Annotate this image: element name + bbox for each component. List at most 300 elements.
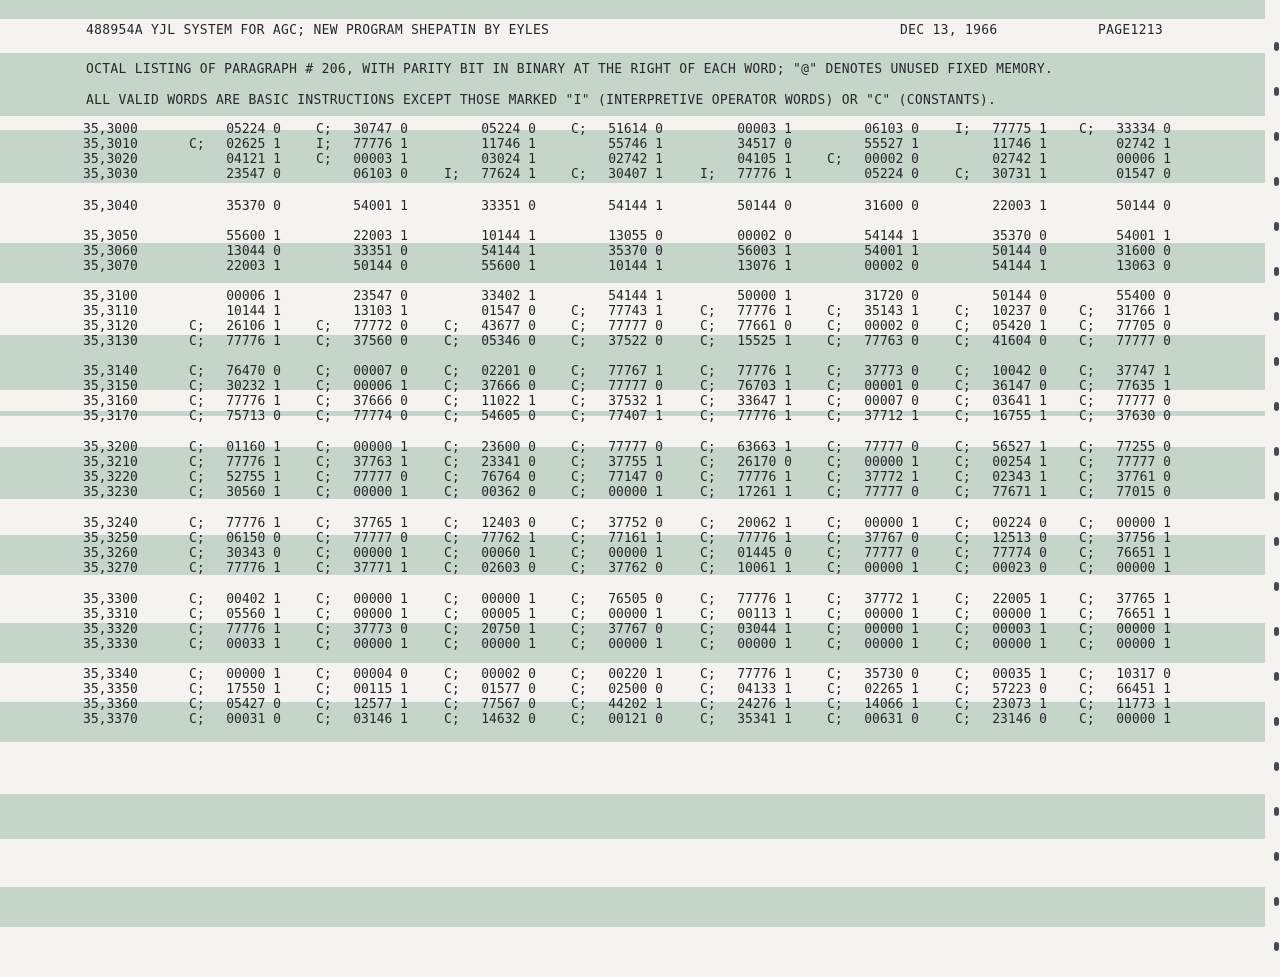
octal-word: 00000 1 <box>992 607 1047 622</box>
octal-word: 16755 1 <box>992 409 1047 424</box>
word-marker: C; <box>1079 409 1095 424</box>
octal-word: 00224 0 <box>992 516 1047 531</box>
feed-hole <box>1274 627 1279 636</box>
octal-word: 06150 0 <box>226 531 281 546</box>
octal-word: 37771 1 <box>353 561 408 576</box>
word-marker: C; <box>571 667 587 682</box>
octal-word: 54001 1 <box>864 244 919 259</box>
listing-address: 35,3340 <box>83 667 138 682</box>
listing-address: 35,3360 <box>83 697 138 712</box>
word-marker: C; <box>316 607 332 622</box>
octal-word: 37772 1 <box>864 470 919 485</box>
octal-word: 13055 0 <box>608 229 663 244</box>
octal-word: 77777 0 <box>864 440 919 455</box>
word-marker: C; <box>1079 304 1095 319</box>
listing-address: 35,3020 <box>83 152 138 167</box>
word-marker: C; <box>1079 697 1095 712</box>
octal-word: 77777 0 <box>1116 394 1171 409</box>
octal-word: 66451 1 <box>1116 682 1171 697</box>
word-marker: C; <box>827 592 843 607</box>
octal-word: 77772 0 <box>353 319 408 334</box>
octal-word: 02500 0 <box>608 682 663 697</box>
feed-hole <box>1274 762 1279 771</box>
word-marker: C; <box>316 379 332 394</box>
word-marker: C; <box>316 152 332 167</box>
word-marker: C; <box>189 409 205 424</box>
word-marker: C; <box>316 682 332 697</box>
octal-word: 22003 1 <box>226 259 281 274</box>
octal-word: 00000 1 <box>864 622 919 637</box>
octal-word: 00000 1 <box>864 637 919 652</box>
feed-hole <box>1274 132 1279 141</box>
octal-word: 02625 1 <box>226 137 281 152</box>
feed-hole <box>1274 177 1279 186</box>
word-marker: C; <box>316 455 332 470</box>
word-marker: C; <box>189 516 205 531</box>
octal-word: 00000 1 <box>608 637 663 652</box>
word-marker: C; <box>827 455 843 470</box>
word-marker: C; <box>827 334 843 349</box>
octal-word: 37560 0 <box>353 334 408 349</box>
word-marker: C; <box>1079 592 1095 607</box>
listing-address: 35,3140 <box>83 364 138 379</box>
octal-word: 77776 1 <box>226 516 281 531</box>
word-marker: C; <box>827 364 843 379</box>
octal-word: 30560 1 <box>226 485 281 500</box>
octal-word: 54001 1 <box>353 199 408 214</box>
octal-word: 77775 1 <box>992 122 1047 137</box>
octal-word: 54144 1 <box>992 259 1047 274</box>
word-marker: C; <box>1079 531 1095 546</box>
word-marker: C; <box>700 319 716 334</box>
word-marker: C; <box>827 319 843 334</box>
octal-word: 37761 0 <box>1116 470 1171 485</box>
word-marker: C; <box>316 637 332 652</box>
feed-hole <box>1274 42 1279 51</box>
word-marker: C; <box>1079 379 1095 394</box>
octal-word: 06103 0 <box>353 167 408 182</box>
word-marker: C; <box>316 531 332 546</box>
octal-word: 00000 1 <box>864 516 919 531</box>
word-marker: C; <box>955 697 971 712</box>
octal-word: 00000 1 <box>992 637 1047 652</box>
word-marker: C; <box>1079 455 1095 470</box>
octal-word: 77774 0 <box>992 546 1047 561</box>
word-marker: C; <box>189 455 205 470</box>
octal-word: 23600 0 <box>481 440 536 455</box>
listing-address: 35,3170 <box>83 409 138 424</box>
word-marker: C; <box>955 319 971 334</box>
octal-word: 00220 1 <box>608 667 663 682</box>
octal-word: 00000 1 <box>1116 516 1171 531</box>
word-marker: C; <box>700 546 716 561</box>
word-marker: C; <box>189 697 205 712</box>
word-marker: C; <box>955 455 971 470</box>
octal-word: 10237 0 <box>992 304 1047 319</box>
octal-word: 30343 0 <box>226 546 281 561</box>
octal-word: 54144 1 <box>481 244 536 259</box>
listing-address: 35,3160 <box>83 394 138 409</box>
octal-word: 54605 0 <box>481 409 536 424</box>
word-marker: C; <box>827 667 843 682</box>
word-marker: C; <box>189 682 205 697</box>
word-marker: C; <box>1079 712 1095 727</box>
word-marker: C; <box>827 394 843 409</box>
word-marker: C; <box>316 470 332 485</box>
octal-word: 37773 0 <box>353 622 408 637</box>
word-marker: C; <box>700 455 716 470</box>
octal-word: 00000 1 <box>226 667 281 682</box>
octal-word: 00003 1 <box>992 622 1047 637</box>
octal-word: 33647 1 <box>737 394 792 409</box>
octal-word: 05420 1 <box>992 319 1047 334</box>
octal-word: 77777 0 <box>353 470 408 485</box>
octal-word: 37756 1 <box>1116 531 1171 546</box>
octal-word: 10317 0 <box>1116 667 1171 682</box>
octal-word: 10061 1 <box>737 561 792 576</box>
listing-address: 35,3210 <box>83 455 138 470</box>
octal-word: 00023 0 <box>992 561 1047 576</box>
word-marker: C; <box>700 622 716 637</box>
octal-word: 33402 1 <box>481 289 536 304</box>
octal-word: 00033 1 <box>226 637 281 652</box>
octal-word: 54144 1 <box>608 289 663 304</box>
octal-word: 57223 0 <box>992 682 1047 697</box>
octal-word: 02742 1 <box>608 152 663 167</box>
word-marker: C; <box>316 319 332 334</box>
octal-word: 37765 1 <box>353 516 408 531</box>
octal-word: 50144 0 <box>1116 199 1171 214</box>
word-marker: C; <box>1079 546 1095 561</box>
octal-word: 77255 0 <box>1116 440 1171 455</box>
word-marker: C; <box>700 485 716 500</box>
octal-word: 00000 1 <box>481 592 536 607</box>
octal-word: 37773 0 <box>864 364 919 379</box>
word-marker: C; <box>189 592 205 607</box>
octal-word: 03641 1 <box>992 394 1047 409</box>
octal-word: 00000 1 <box>737 637 792 652</box>
octal-word: 23341 0 <box>481 455 536 470</box>
word-marker: C; <box>316 516 332 531</box>
octal-word: 11773 1 <box>1116 697 1171 712</box>
word-marker: C; <box>1079 637 1095 652</box>
octal-word: 77661 0 <box>737 319 792 334</box>
octal-word: 77776 1 <box>737 592 792 607</box>
word-marker: C; <box>827 546 843 561</box>
octal-word: 77777 0 <box>1116 334 1171 349</box>
feed-hole <box>1274 492 1279 501</box>
green-band <box>0 0 1265 19</box>
word-marker: C; <box>1079 485 1095 500</box>
word-marker: C; <box>189 319 205 334</box>
word-marker: C; <box>571 455 587 470</box>
word-marker: C; <box>444 531 460 546</box>
octal-word: 11022 1 <box>481 394 536 409</box>
octal-word: 00006 1 <box>353 379 408 394</box>
feed-hole <box>1274 447 1279 456</box>
word-marker: C; <box>1079 667 1095 682</box>
word-marker: C; <box>700 561 716 576</box>
octal-word: 77776 1 <box>737 667 792 682</box>
octal-word: 00000 1 <box>608 485 663 500</box>
word-marker: C; <box>955 531 971 546</box>
octal-word: 00002 0 <box>864 152 919 167</box>
octal-word: 10144 1 <box>481 229 536 244</box>
octal-word: 77776 1 <box>353 137 408 152</box>
word-marker: C; <box>827 697 843 712</box>
word-marker: C; <box>571 379 587 394</box>
octal-word: 77776 1 <box>737 470 792 485</box>
octal-word: 00006 1 <box>226 289 281 304</box>
octal-word: 00031 0 <box>226 712 281 727</box>
octal-word: 01577 0 <box>481 682 536 697</box>
octal-word: 00362 0 <box>481 485 536 500</box>
word-marker: C; <box>827 485 843 500</box>
word-marker: C; <box>316 561 332 576</box>
octal-word: 52755 1 <box>226 470 281 485</box>
octal-word: 77762 1 <box>481 531 536 546</box>
word-marker: C; <box>700 607 716 622</box>
octal-word: 37522 0 <box>608 334 663 349</box>
octal-word: 02742 1 <box>992 152 1047 167</box>
word-marker: C; <box>827 152 843 167</box>
octal-word: 00002 0 <box>864 259 919 274</box>
word-marker: C; <box>571 592 587 607</box>
word-marker: C; <box>700 334 716 349</box>
feed-hole <box>1274 582 1279 591</box>
octal-word: 17261 1 <box>737 485 792 500</box>
octal-word: 13076 1 <box>737 259 792 274</box>
word-marker: C; <box>571 637 587 652</box>
octal-word: 04105 1 <box>737 152 792 167</box>
octal-word: 76764 0 <box>481 470 536 485</box>
word-marker: C; <box>189 334 205 349</box>
listing-address: 35,3070 <box>83 259 138 274</box>
octal-word: 12577 1 <box>353 697 408 712</box>
octal-word: 37747 1 <box>1116 364 1171 379</box>
word-marker: C; <box>189 546 205 561</box>
word-marker: C; <box>700 682 716 697</box>
octal-word: 77776 1 <box>226 622 281 637</box>
octal-word: 00000 1 <box>353 440 408 455</box>
octal-word: 55527 1 <box>864 137 919 152</box>
word-marker: C; <box>955 440 971 455</box>
word-marker: I; <box>316 137 332 152</box>
octal-word: 77777 0 <box>608 440 663 455</box>
listing-address: 35,3030 <box>83 167 138 182</box>
listing-address: 35,3200 <box>83 440 138 455</box>
word-marker: C; <box>955 712 971 727</box>
word-marker: C; <box>444 409 460 424</box>
word-marker: C; <box>571 334 587 349</box>
octal-word: 04133 1 <box>737 682 792 697</box>
feed-hole <box>1274 87 1279 96</box>
word-marker: C; <box>1079 394 1095 409</box>
word-marker: C; <box>955 334 971 349</box>
feed-hole <box>1274 672 1279 681</box>
octal-word: 77671 1 <box>992 485 1047 500</box>
feed-hole <box>1274 222 1279 231</box>
octal-word: 56003 1 <box>737 244 792 259</box>
word-marker: C; <box>444 697 460 712</box>
word-marker: C; <box>955 592 971 607</box>
word-marker: C; <box>700 304 716 319</box>
feed-hole <box>1274 267 1279 276</box>
word-marker: C; <box>444 561 460 576</box>
listing-address: 35,3010 <box>83 137 138 152</box>
word-marker: C; <box>955 516 971 531</box>
listing-address: 35,3120 <box>83 319 138 334</box>
octal-word: 00000 1 <box>353 637 408 652</box>
description-line-2: ALL VALID WORDS ARE BASIC INSTRUCTIONS EXCEPT THOSE MARKED "I" (INTERPRETIVE OPERATOR WORDS) OR "C" (CONSTANTS). <box>86 93 997 108</box>
word-marker: C; <box>827 561 843 576</box>
word-marker: C; <box>189 712 205 727</box>
octal-word: 00003 1 <box>737 122 792 137</box>
word-marker: C; <box>700 409 716 424</box>
word-marker: C; <box>700 364 716 379</box>
listing-address: 35,3320 <box>83 622 138 637</box>
octal-word: 63663 1 <box>737 440 792 455</box>
word-marker: C; <box>827 470 843 485</box>
listing-address: 35,3230 <box>83 485 138 500</box>
word-marker: C; <box>444 516 460 531</box>
octal-word: 00115 1 <box>353 682 408 697</box>
octal-word: 23146 0 <box>992 712 1047 727</box>
listing-address: 35,3300 <box>83 592 138 607</box>
octal-word: 23073 1 <box>992 697 1047 712</box>
octal-word: 37755 1 <box>608 455 663 470</box>
octal-word: 20062 1 <box>737 516 792 531</box>
octal-word: 55400 0 <box>1116 289 1171 304</box>
listing-address: 35,3250 <box>83 531 138 546</box>
word-marker: C; <box>700 394 716 409</box>
octal-word: 30747 0 <box>353 122 408 137</box>
word-marker: C; <box>827 409 843 424</box>
word-marker: C; <box>955 622 971 637</box>
word-marker: C; <box>571 546 587 561</box>
word-marker: C; <box>827 622 843 637</box>
listing-address: 35,3000 <box>83 122 138 137</box>
word-marker: C; <box>189 622 205 637</box>
octal-word: 50144 0 <box>737 199 792 214</box>
word-marker: C; <box>316 546 332 561</box>
octal-word: 76703 1 <box>737 379 792 394</box>
octal-word: 77777 0 <box>1116 455 1171 470</box>
octal-word: 37763 1 <box>353 455 408 470</box>
word-marker: C; <box>316 485 332 500</box>
octal-word: 56527 1 <box>992 440 1047 455</box>
octal-word: 77767 1 <box>608 364 663 379</box>
octal-word: 55746 1 <box>608 137 663 152</box>
feed-hole <box>1274 537 1279 546</box>
word-marker: C; <box>444 470 460 485</box>
word-marker: C; <box>955 561 971 576</box>
word-marker: C; <box>571 712 587 727</box>
octal-word: 00000 1 <box>1116 561 1171 576</box>
octal-word: 13063 0 <box>1116 259 1171 274</box>
octal-word: 37762 0 <box>608 561 663 576</box>
word-marker: C; <box>571 394 587 409</box>
word-marker: C; <box>444 592 460 607</box>
octal-word: 77774 0 <box>353 409 408 424</box>
feed-hole <box>1274 357 1279 366</box>
green-band <box>0 887 1265 927</box>
listing-address: 35,3260 <box>83 546 138 561</box>
octal-word: 34517 0 <box>737 137 792 152</box>
word-marker: C; <box>444 607 460 622</box>
octal-word: 30232 1 <box>226 379 281 394</box>
octal-word: 35730 0 <box>864 667 919 682</box>
octal-word: 77776 1 <box>737 364 792 379</box>
word-marker: C; <box>827 379 843 394</box>
word-marker: C; <box>189 470 205 485</box>
word-marker: C; <box>571 682 587 697</box>
octal-word: 77705 0 <box>1116 319 1171 334</box>
octal-word: 33351 0 <box>481 199 536 214</box>
octal-word: 01445 0 <box>737 546 792 561</box>
listing-address: 35,3050 <box>83 229 138 244</box>
octal-word: 26106 1 <box>226 319 281 334</box>
octal-word: 00005 1 <box>481 607 536 622</box>
word-marker: C; <box>1079 516 1095 531</box>
octal-word: 03146 1 <box>353 712 408 727</box>
word-marker: C; <box>316 409 332 424</box>
octal-word: 77624 1 <box>481 167 536 182</box>
octal-word: 00000 1 <box>608 546 663 561</box>
octal-word: 37712 1 <box>864 409 919 424</box>
word-marker: C; <box>444 712 460 727</box>
octal-word: 00402 1 <box>226 592 281 607</box>
word-marker: C; <box>189 379 205 394</box>
octal-word: 77407 1 <box>608 409 663 424</box>
word-marker: C; <box>1079 440 1095 455</box>
octal-word: 00000 1 <box>1116 637 1171 652</box>
octal-word: 00000 1 <box>353 485 408 500</box>
feed-hole <box>1274 852 1279 861</box>
octal-word: 11746 1 <box>992 137 1047 152</box>
word-marker: C; <box>827 304 843 319</box>
listing-address: 35,3350 <box>83 682 138 697</box>
word-marker: C; <box>955 682 971 697</box>
word-marker: C; <box>955 304 971 319</box>
listing-address: 35,3220 <box>83 470 138 485</box>
octal-word: 02742 1 <box>1116 137 1171 152</box>
octal-word: 35370 0 <box>226 199 281 214</box>
octal-word: 77776 1 <box>226 455 281 470</box>
octal-word: 77777 0 <box>353 531 408 546</box>
listing-address: 35,3110 <box>83 304 138 319</box>
listing-address: 35,3150 <box>83 379 138 394</box>
octal-word: 76470 0 <box>226 364 281 379</box>
word-marker: C; <box>571 516 587 531</box>
octal-word: 00000 1 <box>864 455 919 470</box>
octal-word: 23547 0 <box>226 167 281 182</box>
word-marker: C; <box>316 697 332 712</box>
listing-address: 35,3040 <box>83 199 138 214</box>
octal-word: 01547 0 <box>1116 167 1171 182</box>
octal-word: 37767 0 <box>864 531 919 546</box>
word-marker: C; <box>955 607 971 622</box>
octal-word: 13103 1 <box>353 304 408 319</box>
octal-word: 31600 0 <box>1116 244 1171 259</box>
word-marker: C; <box>1079 622 1095 637</box>
octal-word: 77147 0 <box>608 470 663 485</box>
word-marker: C; <box>700 712 716 727</box>
word-marker: C; <box>444 440 460 455</box>
octal-word: 77777 0 <box>608 319 663 334</box>
octal-word: 00631 0 <box>864 712 919 727</box>
word-marker: C; <box>955 470 971 485</box>
